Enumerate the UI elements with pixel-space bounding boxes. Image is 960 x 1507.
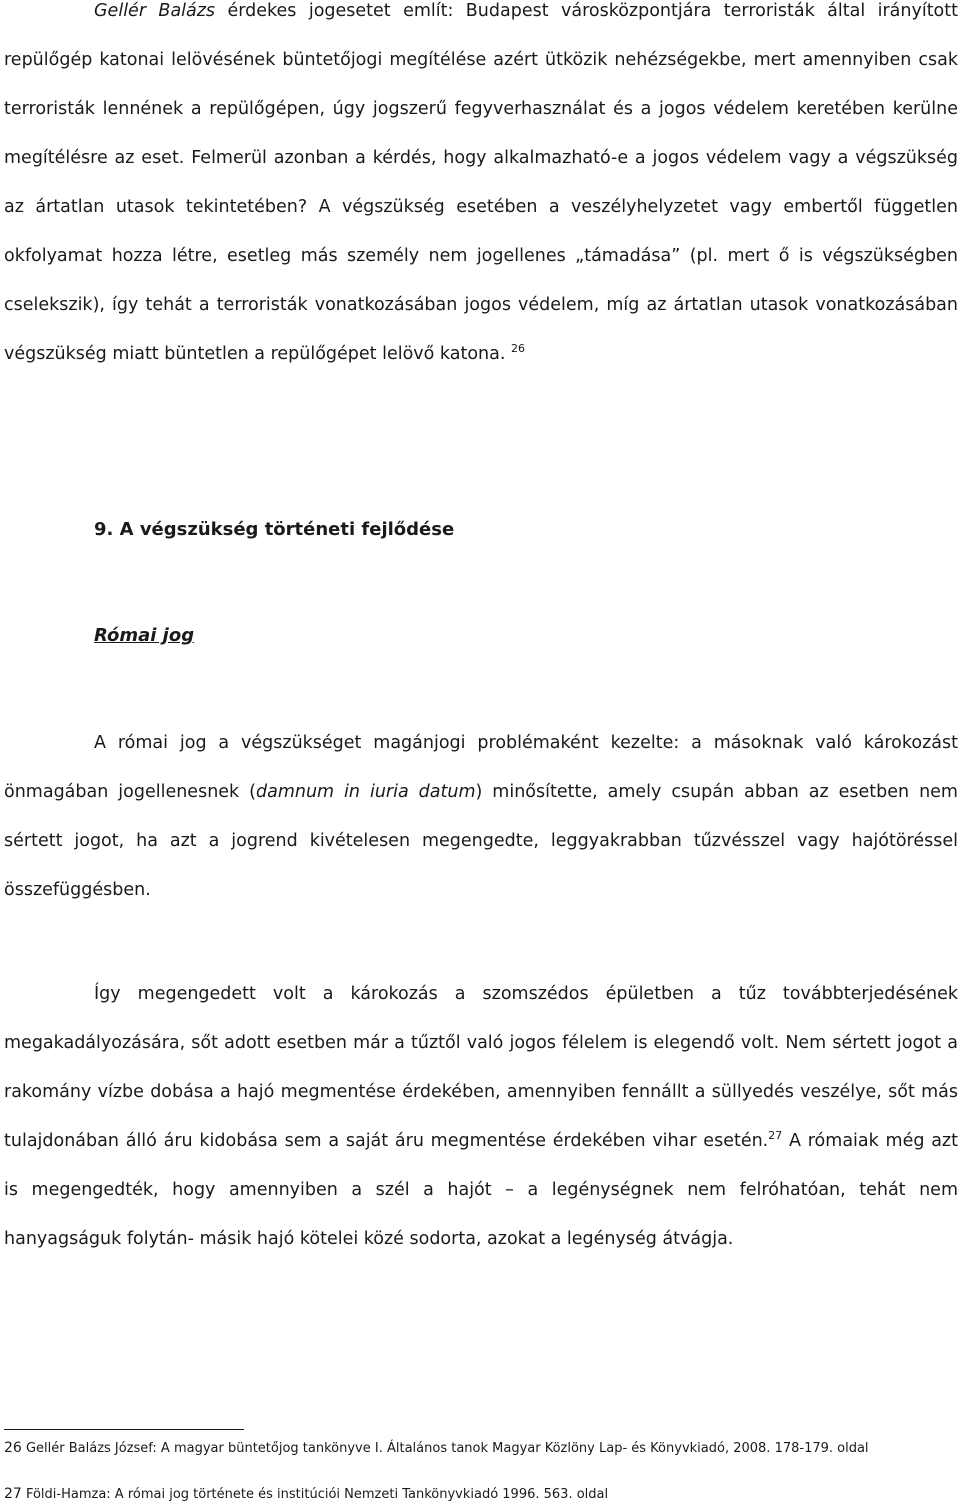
footnote-number: 27 — [4, 1486, 22, 1502]
footnote-text: Gellér Balázs József: A magyar büntetőjog tankönyve I. Általános tanok Magyar Közlöny Lap- és Könyvkiadó, 2008. 178-179. oldal — [21, 1441, 869, 1456]
paragraph-text: érdekes jogesetet említ: Budapest városközpontjára terroristák által irányított repülőgép katonai lelövésének büntetőjogi megítélése azért ütközik nehézségekbe, mert amennyiben csak terroristák lennének a repülőgépen, úgy jogszerű fegyverhasználat és a jogos védelem keretében kerülne megítélésre az eset. Felmerül azonban a kérdés, hogy alkalmazható-e a jogos védelem vagy a végszükség az ártatlan utasok tekintetében? A végszükség esetében a veszélyhelyzetet vagy embertől független okfolyamat hozza létre, esetleg más személy nem jogellenes „támadása” (pl. mert ő is végszükségben cselekszik), így tehát a terroristák vonatkozásában jogos védelem, míg az ártatlan utasok vonatkozásában végszükség miatt büntetlen a repülőgépet lelövő katona. — [4, 1, 958, 364]
footnote-ref-26[interactable]: 26 — [511, 342, 525, 356]
paragraph-text: A rómaiak még azt is megengedték, hogy amennyiben a szél a hajót – a legénységnek nem felróhatóan, tehát nem hanyagságuk folytán- másik hajó kötelei közé sodorta, azokat a legénység átvágja. — [4, 1131, 958, 1249]
author-name: Gellér Balázs — [94, 1, 216, 21]
paragraph-text: ) minősítette, amely csupán abban az esetben nem sértett jogot, ha azt a jogrend kivételesen megengedte, leggyakrabban tűzvésszel vagy hajótöréssel összefüggésben. — [4, 782, 958, 900]
footnote-26 — [4, 1439, 954, 1458]
paragraph-karokozas — [4, 970, 958, 1264]
paragraph-romai-jog — [4, 719, 958, 915]
footnote-text: Földi-Hamza: A római jog története és institúciói Nemzeti Tankönyvkiadó 1996. 563. oldal — [21, 1487, 609, 1502]
latin-term: damnum in iuria datum — [255, 782, 476, 802]
footnote-27 — [4, 1485, 954, 1504]
paragraph-jogeset — [4, 0, 958, 379]
footnote-ref-27[interactable]: 27 — [768, 1129, 783, 1143]
footnote-number: 26 — [4, 1440, 22, 1456]
paragraph-text: Így megengedett volt a károkozás a szomszédos épületben a tűz továbbterjedésének megakadályozására, sőt adott esetben már a tűztől való jogos félelem is elegendő volt. Nem sértett jogot a rakomány vízbe dobása a hajó megmentése érdekében, amennyiben fennállt a süllyedés veszélye, sőt más tulajdonában álló áru kidobása sem a saját áru megmentése érdekében vihar esetén. — [4, 984, 958, 1151]
subsection-heading: Római jog — [94, 625, 195, 646]
paragraph-text: A római jog a végszükséget magánjogi problémaként kezelte: a másoknak való károkozást önmagában jogellenesnek ( — [4, 733, 958, 802]
footnote-divider — [4, 1429, 244, 1430]
section-heading: 9. A végszükség történeti fejlődése — [94, 519, 455, 540]
